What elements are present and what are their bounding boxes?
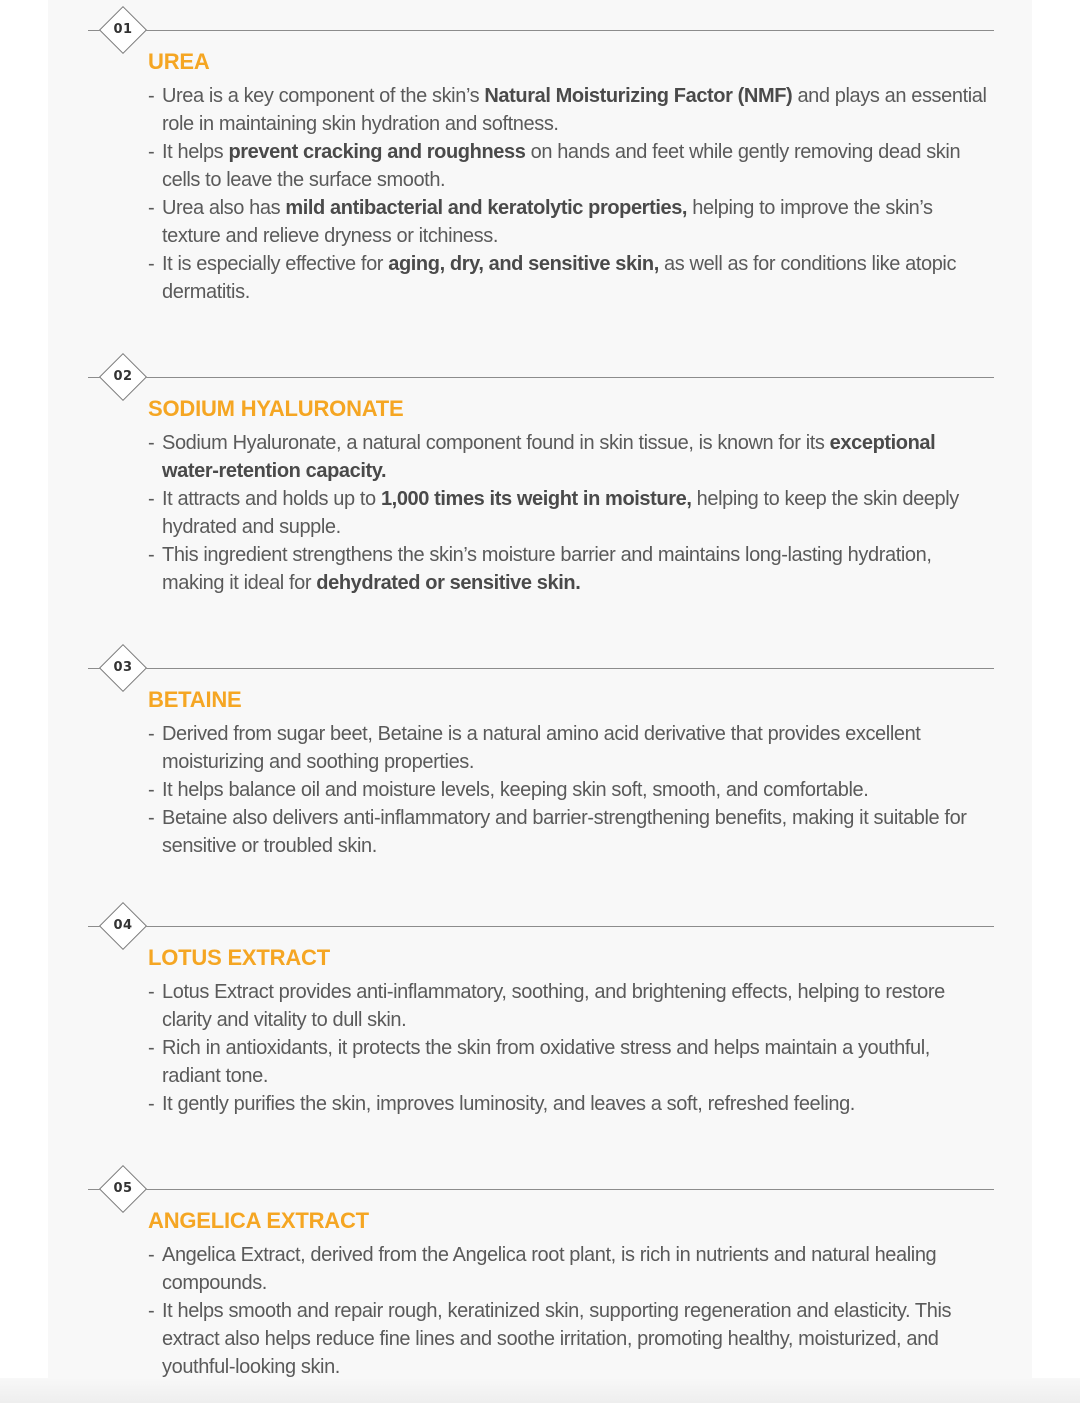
bullet-highlight: aging, dry, and sensitive skin, <box>388 253 659 275</box>
bullet-text: Betaine also delivers anti-inflammatory and barrier-strengthening benefits, making it suitable for sensitive or troubled skin. <box>162 807 967 857</box>
bullet-dash: - <box>148 807 155 829</box>
bullet-text: Urea is a key component of the skin’s <box>162 85 485 107</box>
bullet-text: It helps smooth and repair rough, keratinized skin, supporting regeneration and elasticity. This extract also helps reduce fine lines and soothe irritation, promoting healthy, moisturized, and youthful-looking skin. <box>162 1300 952 1378</box>
bullet-item <box>148 776 988 804</box>
section-divider <box>88 926 994 927</box>
bullet-text-tail: helping to keep the skin deeply hydrated and supple. <box>162 488 959 538</box>
bullet-item <box>148 1297 988 1381</box>
bullet-text-tail: helping to improve the skin’s texture and relieve dryness or itchiness. <box>162 197 933 247</box>
section-number: 02 <box>113 369 133 384</box>
bullet-text-tail: and plays an essential role in maintaining skin hydration and softness. <box>162 85 987 135</box>
bullet-text: It attracts and holds up to <box>162 488 381 510</box>
bullet-text: It gently purifies the skin, improves luminosity, and leaves a soft, refreshed feeling. <box>162 1093 855 1115</box>
bullet-item <box>148 1241 988 1297</box>
ingredient-title: LOTUS EXTRACT <box>148 945 330 970</box>
bullet-highlight: dehydrated or sensitive skin. <box>316 572 581 594</box>
bullet-dash: - <box>148 1037 155 1059</box>
bullet-text: Angelica Extract, derived from the Angelica root plant, is rich in nutrients and natural healing compounds. <box>162 1244 937 1294</box>
ingredient-title: SODIUM HYALURONATE <box>148 396 404 421</box>
bullet-dash: - <box>148 253 155 275</box>
bullet-highlight: prevent cracking and roughness <box>228 141 526 163</box>
bottom-shadow <box>0 1378 1080 1403</box>
section-number: 03 <box>113 660 133 675</box>
bullet-highlight: Natural Moisturizing Factor (NMF) <box>484 85 793 107</box>
bullet-text: It is especially effective for <box>162 253 389 275</box>
bullet-dash: - <box>148 85 155 107</box>
section-divider <box>88 377 994 378</box>
bullet-text: Sodium Hyaluronate, a natural component found in skin tissue, is known for its <box>162 432 830 454</box>
ingredient-bullet-list <box>148 1241 988 1381</box>
bullet-item <box>148 1034 988 1090</box>
bullet-dash: - <box>148 1244 155 1266</box>
bullet-text-tail: on hands and feet while gently removing dead skin cells to leave the surface smooth. <box>162 141 961 191</box>
bullet-text-tail: as well as for conditions like atopic dermatitis. <box>162 253 957 303</box>
section-number: 05 <box>113 1181 133 1196</box>
ingredient-bullet-list <box>148 429 988 597</box>
ingredient-bullet-list <box>148 978 988 1118</box>
bullet-highlight: mild antibacterial and keratolytic properties, <box>285 197 688 219</box>
section-number: 04 <box>113 918 133 933</box>
bullet-item <box>148 250 988 306</box>
bullet-text: It helps balance oil and moisture levels, keeping skin soft, smooth, and comfortable. <box>162 779 869 801</box>
bullet-highlight: exceptional water-retention capacity. <box>162 432 936 482</box>
ingredient-title: BETAINE <box>148 687 242 712</box>
bullet-text: It helps <box>162 141 229 163</box>
bullet-text: Lotus Extract provides anti-inflammatory, soothing, and brightening effects, helping to restore clarity and vitality to dull skin. <box>162 981 945 1031</box>
bullet-dash: - <box>148 141 155 163</box>
bullet-item <box>148 138 988 194</box>
bullet-dash: - <box>148 981 155 1003</box>
section-number: 01 <box>113 22 133 37</box>
bullet-highlight: 1,000 times its weight in moisture, <box>380 488 692 510</box>
section-divider <box>88 30 994 31</box>
section-divider <box>88 668 994 669</box>
bullet-dash: - <box>148 779 155 801</box>
bullet-dash: - <box>148 197 155 219</box>
bullet-text: This ingredient strengthens the skin’s moisture barrier and maintains long-lasting hydration, making it ideal for <box>162 544 932 594</box>
bullet-item <box>148 429 988 485</box>
bullet-dash: - <box>148 723 155 745</box>
ingredient-bullet-list <box>148 82 988 306</box>
bullet-item <box>148 720 988 776</box>
bullet-item <box>148 194 988 250</box>
bullet-item <box>148 804 988 860</box>
bullet-item <box>148 541 988 597</box>
bullet-item <box>148 82 988 138</box>
bullet-dash: - <box>148 1093 155 1115</box>
bullet-item <box>148 1090 988 1118</box>
bullet-text: Rich in antioxidants, it protects the skin from oxidative stress and helps maintain a youthful, radiant tone. <box>162 1037 930 1087</box>
bullet-text: Urea also has <box>162 197 286 219</box>
bullet-dash: - <box>148 1300 155 1322</box>
bullet-dash: - <box>148 432 155 454</box>
ingredient-bullet-list <box>148 720 988 860</box>
bullet-dash: - <box>148 544 155 566</box>
ingredient-title: ANGELICA EXTRACT <box>148 1208 369 1233</box>
ingredient-title: UREA <box>148 49 210 74</box>
section-divider <box>88 1189 994 1190</box>
bullet-text: Derived from sugar beet, Betaine is a natural amino acid derivative that provides excellent moisturizing and soothing properties. <box>162 723 921 773</box>
bullet-dash: - <box>148 488 155 510</box>
bullet-item <box>148 978 988 1034</box>
bullet-item <box>148 485 988 541</box>
